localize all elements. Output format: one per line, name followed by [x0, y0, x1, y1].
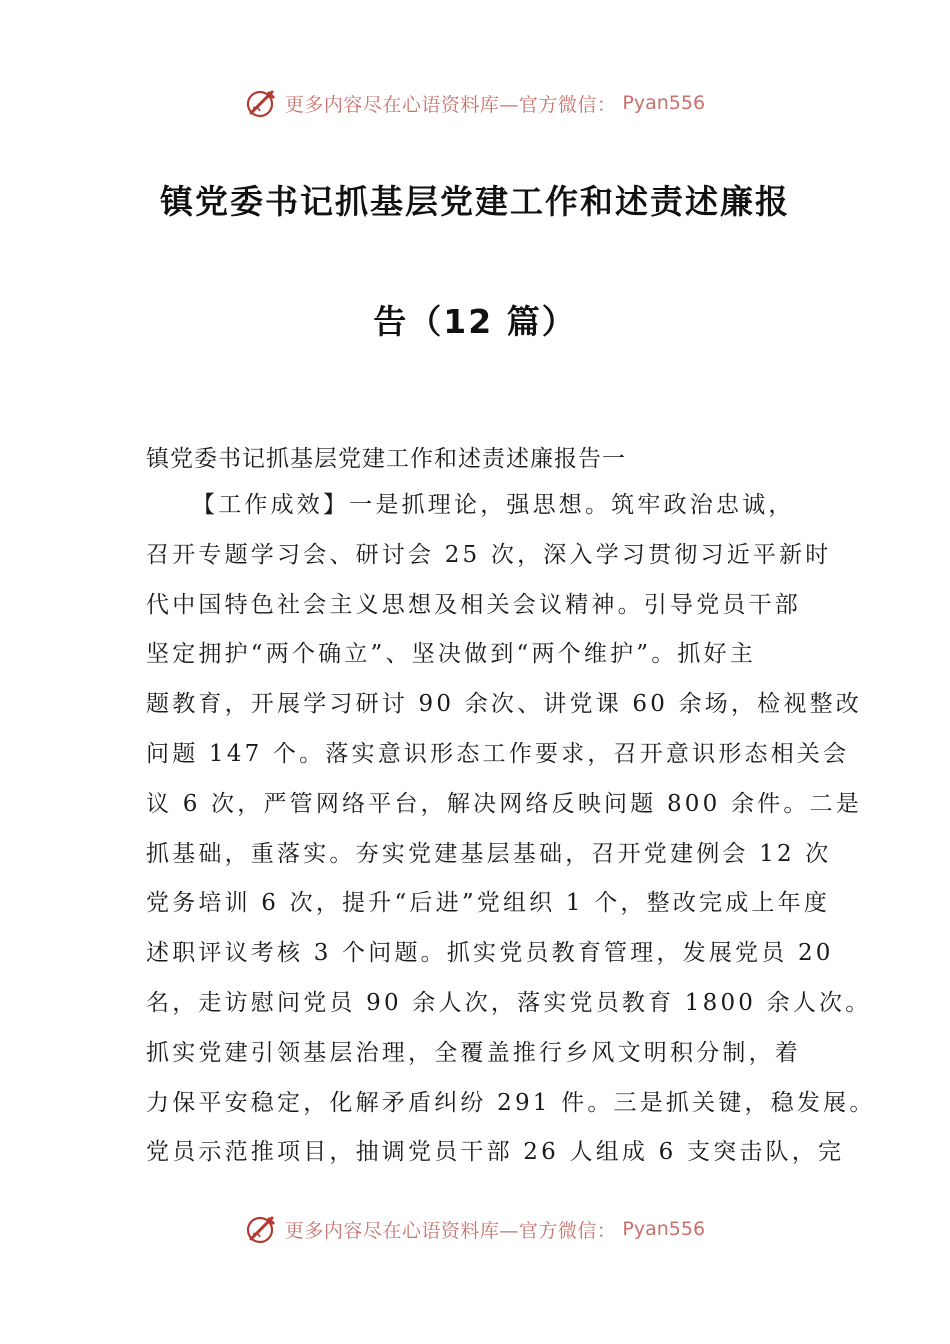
body-line: 问题 147 个。落实意识形态工作要求，召开意识形态相关会: [146, 740, 850, 767]
body-line: 名，走访慰问党员 90 余人次，落实党员教育 1800 余人次。: [146, 989, 872, 1016]
body-line: 党员示范推项目，抽调党员干部 26 人组成 6 支突击队，完: [146, 1139, 845, 1166]
footer-banner: [0, 1209, 950, 1249]
section-heading: 镇党委书记抓基层党建工作和述责述廉报告一: [146, 446, 626, 472]
body-line: 党务培训 6 次，提升“后进”党组织 1 个，整改完成上年度: [146, 890, 831, 917]
pen-logo-icon: [245, 86, 279, 120]
document-title-line-1: 镇党委书记抓基层党建工作和述责述廉报: [160, 182, 790, 221]
footer-wechat-id: Pyan556: [622, 1218, 706, 1240]
body-line: 召开专题学习会、研讨会 25 次，深入学习贯彻习近平新时: [146, 541, 832, 568]
body-text: [146, 488, 876, 1185]
body-line: 题教育，开展学习研讨 90 余次、讲党课 60 余场，检视整改: [146, 691, 862, 718]
header-banner-text: 更多内容尽在心语资料库—官方微信：: [284, 93, 617, 116]
body-line: 坚定拥护“两个确立”、坚决做到“两个维护”。抓好主: [146, 641, 757, 668]
body-line: 力保平安稳定，化解矛盾纠纷 291 件。三是抓关键，稳发展。: [146, 1089, 876, 1116]
footer-banner-text: 更多内容尽在心语资料库—官方微信：: [284, 1219, 617, 1242]
body-line: 抓实党建引领基层治理，全覆盖推行乡风文明积分制，着: [146, 1039, 801, 1066]
body-line: 【工作成效】一是抓理论，强思想。筑牢政治忠诚，: [192, 492, 795, 518]
header-wechat-id: Pyan556: [622, 92, 706, 114]
document-title-line-2: 告（12 篇）: [373, 302, 577, 341]
header-banner: [0, 83, 950, 123]
body-line: 议 6 次，严管网络平台，解决网络反映问题 800 余件。二是: [146, 790, 862, 817]
body-line: 代中国特色社会主义思想及相关会议精神。引导党员干部: [146, 591, 801, 618]
body-line: 抓基础，重落实。夯实党建基层基础，召开党建例会 12 次: [146, 840, 832, 867]
pen-logo-icon: [245, 1212, 279, 1246]
body-line: 述职评议考核 3 个问题。抓实党员教育管理，发展党员 20: [146, 940, 834, 967]
